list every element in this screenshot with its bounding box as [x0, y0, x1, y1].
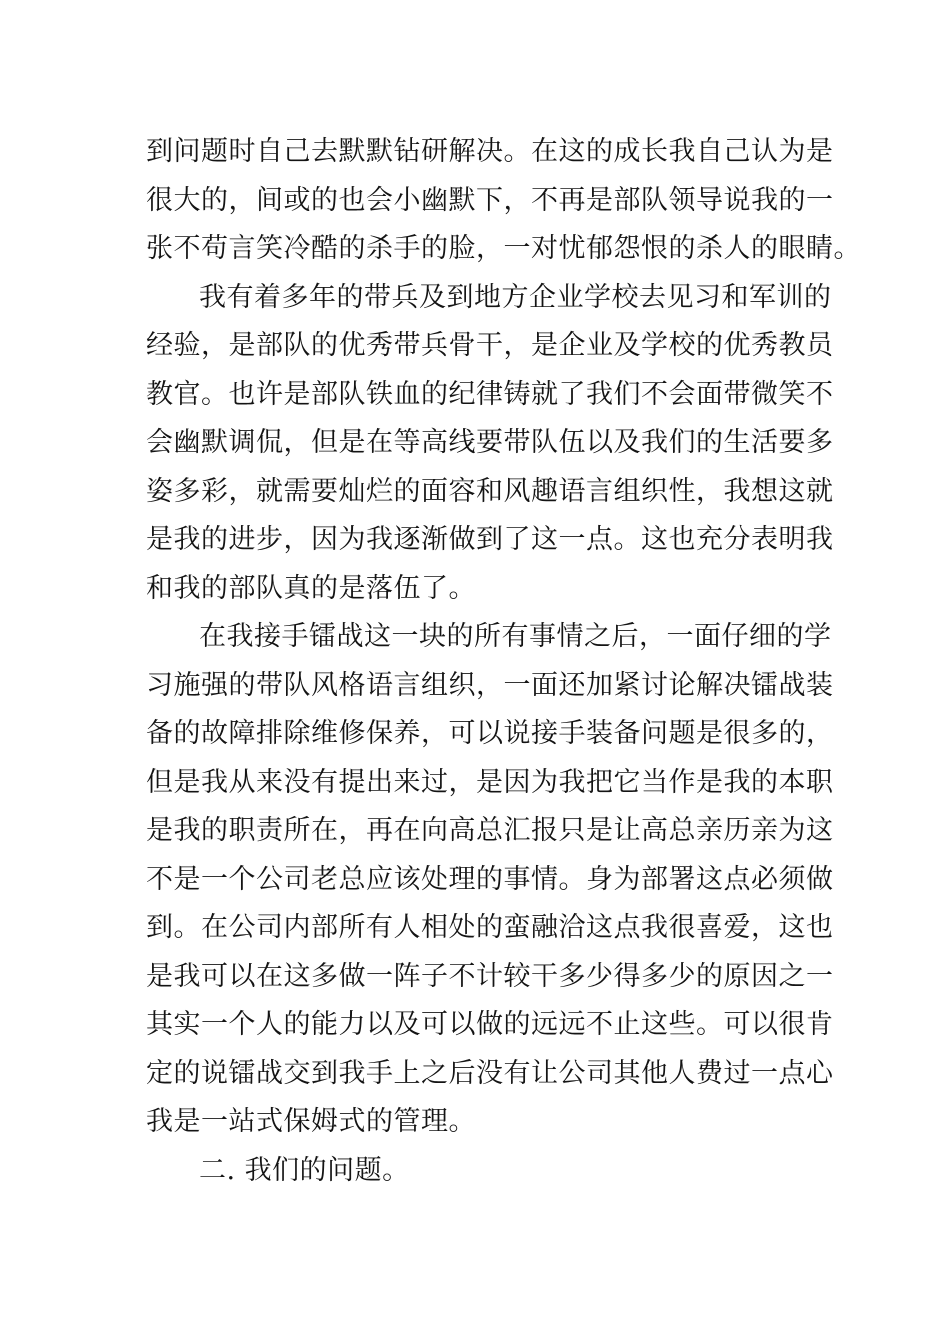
document-body — [146, 128, 861, 1195]
text-line: 和我的部队真的是落伍了。 — [146, 572, 476, 604]
text-line: 姿多彩，就需要灿烂的面容和风趣语言组织性，我想这就 — [146, 475, 834, 507]
text-line: 会幽默调侃，但是在等高线要带队伍以及我们的生活要多 — [146, 427, 834, 458]
text-line: 经验，是部队的优秀带兵骨干，是企业及学校的优秀教员 — [146, 330, 834, 361]
text-line: 我是一站式保姆式的管理。 — [146, 1106, 476, 1137]
text-line: 习施强的带队风格语言组织，一面还加紧讨论解决镭战装 — [146, 669, 834, 701]
text-line: 其实一个人的能力以及可以做的远远不止这些。可以很肯 — [146, 1009, 834, 1040]
section-heading: 二. 我们的问题。 — [199, 1154, 410, 1186]
text-line: 很大的，间或的也会小幽默下，不再是部队领导说我的一 — [146, 184, 834, 216]
text-line: 是我的进步，因为我逐渐做到了这一点。这也充分表明我 — [146, 524, 834, 555]
text-line: 到问题时自己去默默钻研解决。在这的成长我自己认为是 — [146, 136, 834, 167]
text-line: 备的故障排除维修保养，可以说接手装备问题是很多的， — [146, 718, 834, 749]
text-line: 张不苟言笑冷酷的杀手的脸，一对忧郁怨恨的杀人的眼睛。 — [146, 233, 861, 264]
paragraph-first-line: 在我接手镭战这一块的所有事情之后，一面仔细的学 — [199, 621, 832, 652]
text-line: 不是一个公司老总应该处理的事情。身为部署这点必须做 — [146, 863, 834, 895]
text-line: 教官。也许是部队铁血的纪律铸就了我们不会面带微笑不 — [146, 378, 834, 410]
text-line: 但是我从来没有提出来过，是因为我把它当作是我的本职 — [146, 766, 834, 798]
text-line: 定的说镭战交到我手上之后没有让公司其他人费过一点心 — [146, 1057, 834, 1089]
paragraph-first-line: 我有着多年的带兵及到地方企业学校去见习和军训的 — [199, 281, 832, 313]
text-line: 到。在公司内部所有人相处的蛮融洽这点我很喜爱，这也 — [146, 912, 834, 943]
text-line: 是我的职责所在，再在向高总汇报只是让高总亲历亲为这 — [146, 815, 834, 846]
text-line: 是我可以在这多做一阵子不计较干多少得多少的原因之一 — [146, 960, 834, 992]
